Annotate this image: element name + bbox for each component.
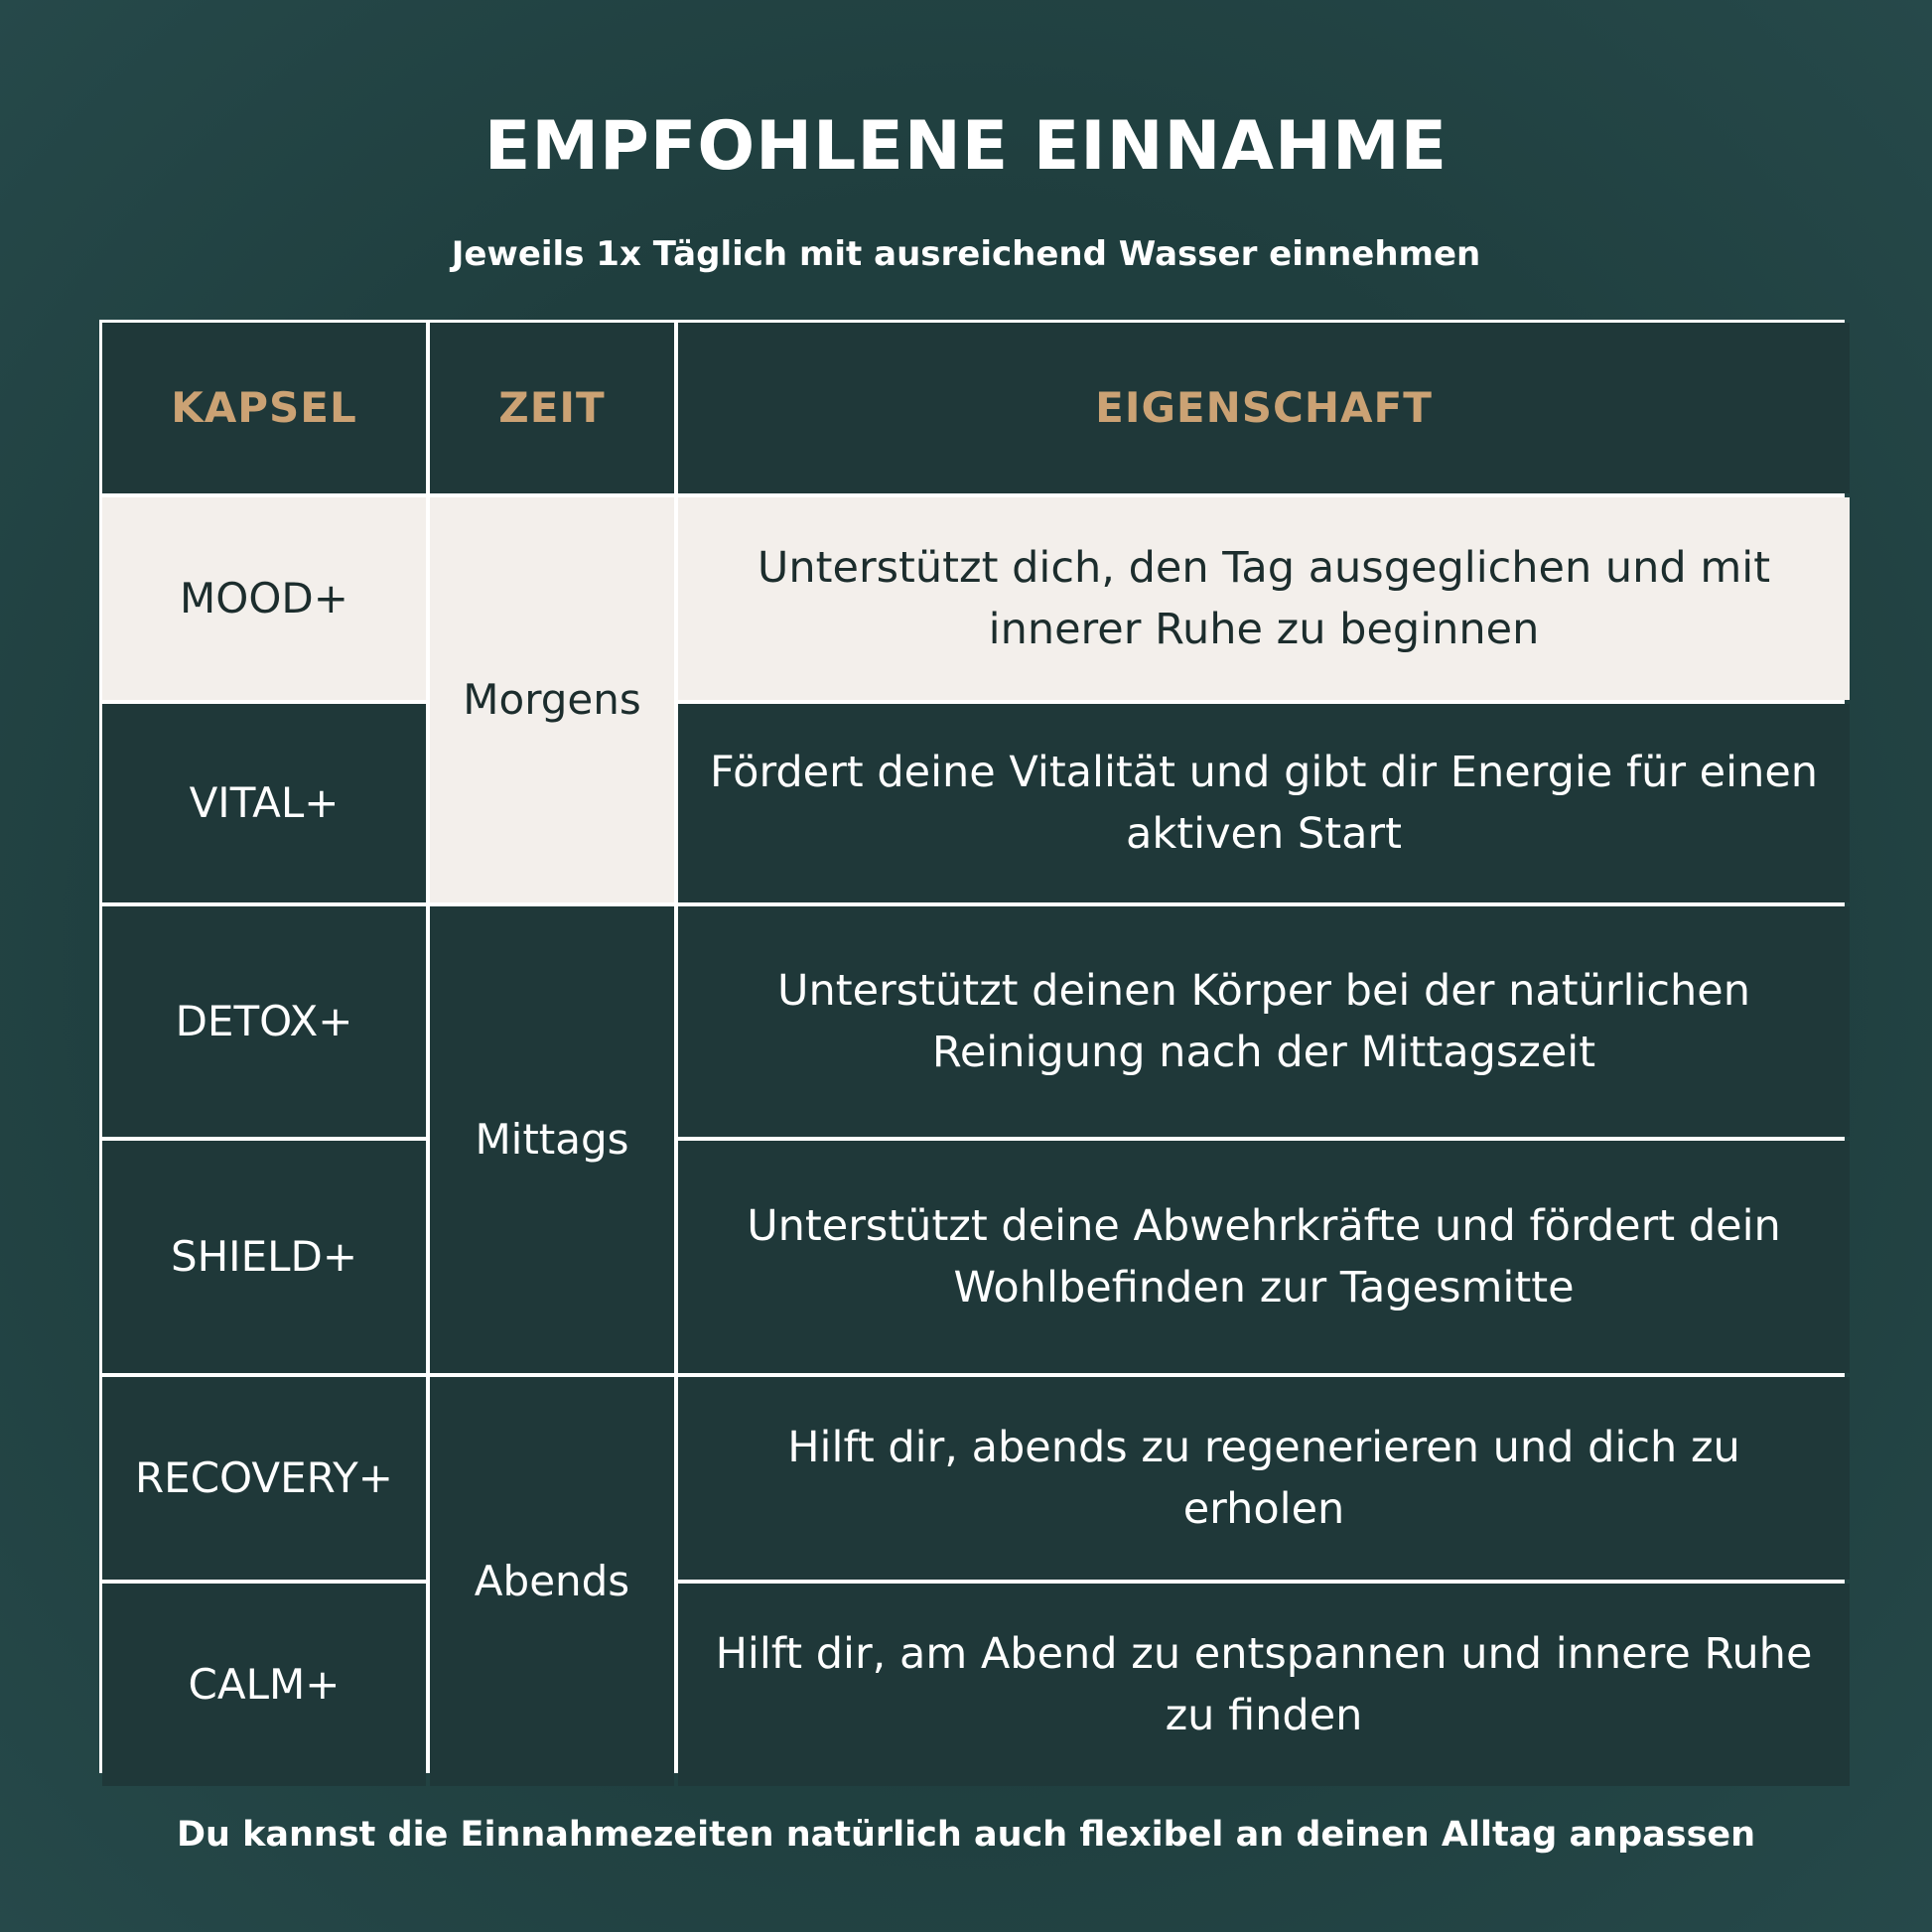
description-detox: Unterstützt deinen Körper bei der natürlichen Reinigung nach der Mittagszeit [678,906,1850,1137]
page-title: EMPFOHLENE EINNAHME [483,107,1449,186]
capsule-vital: VITAL+ [102,704,426,902]
time-abends: Abends [430,1377,674,1786]
time-morgens: Morgens [430,497,674,902]
capsule-shield: SHIELD+ [102,1141,426,1373]
time-mittags: Mittags [430,906,674,1373]
header-zeit: ZEIT [430,323,674,493]
capsule-detox: DETOX+ [102,906,426,1137]
description-calm: Hilft dir, am Abend zu entspannen und innere Ruhe zu finden [678,1584,1850,1786]
header-kapsel: KAPSEL [102,323,426,493]
footer-note: Du kannst die Einnahmezeiten natürlich auch flexibel an deinen Alltag anpassen [176,1815,1756,1855]
intake-table [99,320,1845,1773]
capsule-calm: CALM+ [102,1584,426,1786]
page-subtitle: Jeweils 1x Täglich mit ausreichend Wasser einnehmen [451,234,1481,274]
header-eigenschaft: EIGENSCHAFT [678,323,1850,493]
capsule-mood: MOOD+ [102,497,426,700]
description-recovery: Hilft dir, abends zu regenerieren und dich zu erholen [678,1377,1850,1580]
capsule-recovery: RECOVERY+ [102,1377,426,1580]
description-mood: Unterstützt dich, den Tag ausgeglichen und mit innerer Ruhe zu beginnen [678,497,1850,700]
description-shield: Unterstützt deine Abwehrkräfte und fördert dein Wohlbefinden zur Tagesmitte [678,1141,1850,1373]
description-vital: Fördert deine Vitalität und gibt dir Energie für einen aktiven Start [678,704,1850,902]
